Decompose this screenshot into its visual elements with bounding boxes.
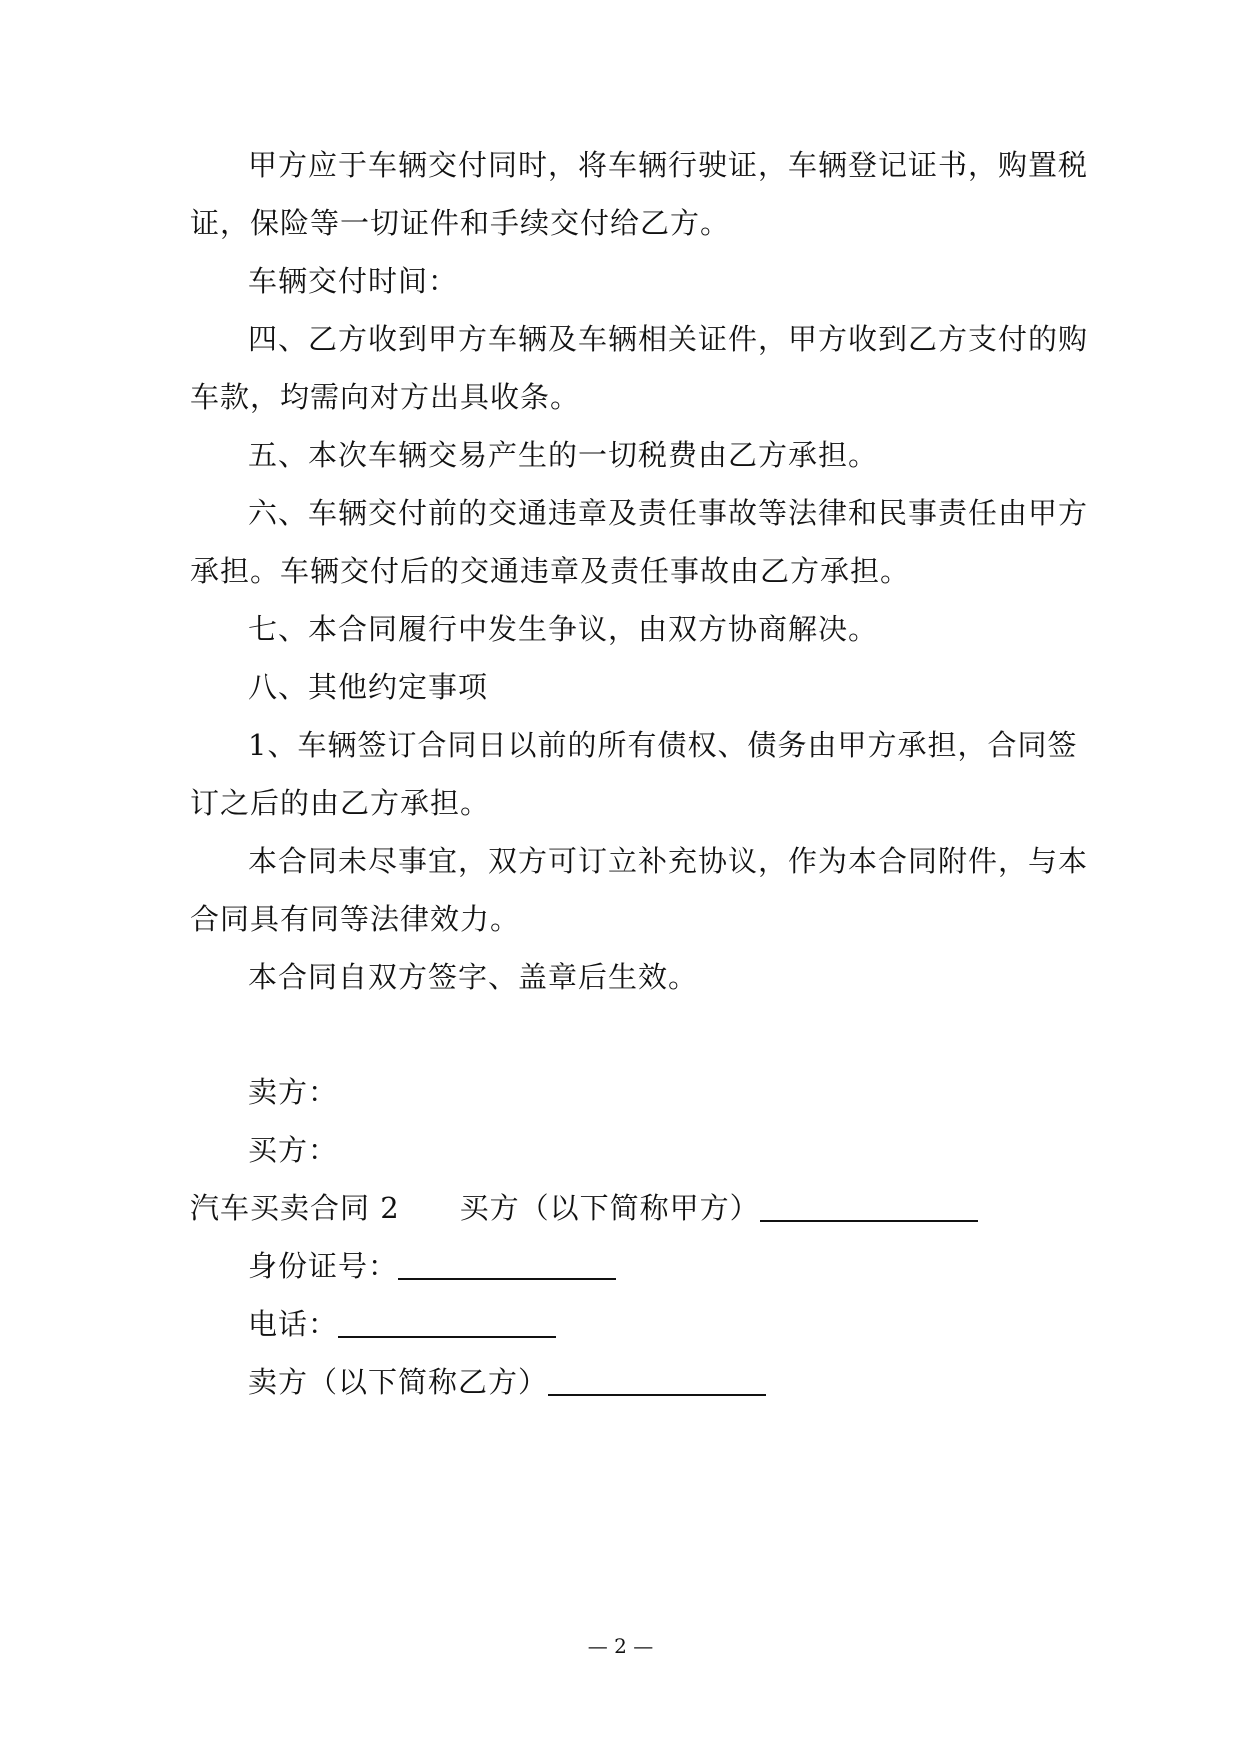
id-number-blank — [398, 1250, 616, 1280]
paragraph-line: 四、乙方收到甲方车辆及车辆相关证件，甲方收到乙方支付的购 — [248, 322, 1089, 356]
paragraph-line: 车辆交付时间： — [248, 264, 459, 298]
paragraph-line: 合同具有同等法律效力。 — [190, 902, 521, 936]
buyer-party-label: 买方（以下简称甲方） — [459, 1191, 760, 1225]
paragraph-line: 证，保险等一切证件和手续交付给乙方。 — [190, 206, 731, 240]
buyer-name-blank — [760, 1192, 978, 1222]
phone-label: 电话： — [248, 1307, 339, 1341]
seller-signature-label: 卖方： — [248, 1075, 339, 1109]
paragraph-line: 六、车辆交付前的交通违章及责任事故等法律和民事责任由甲方 — [248, 496, 1089, 530]
paragraph-line: 车款，均需向对方出具收条。 — [190, 380, 581, 414]
contract2-title: 汽车买卖合同 2 — [190, 1191, 400, 1225]
paragraph-line: 五、本次车辆交易产生的一切税费由乙方承担。 — [248, 438, 879, 472]
seller-name-blank — [548, 1366, 766, 1396]
buyer-signature-label: 买方： — [248, 1133, 339, 1167]
paragraph-line: 1、车辆签订合同日以前的所有债权、债务由甲方承担，合同签 — [248, 728, 1078, 762]
seller-party-label: 卖方（以下简称乙方） — [248, 1365, 549, 1399]
paragraph-line: 本合同未尽事宜，双方可订立补充协议，作为本合同附件，与本 — [248, 844, 1089, 878]
phone-line — [248, 1304, 1128, 1344]
id-number-label: 身份证号： — [248, 1249, 399, 1283]
paragraph-line: 本合同自双方签字、盖章后生效。 — [248, 960, 699, 994]
page-number: — 2 — — [587, 1634, 654, 1658]
paragraph-line: 七、本合同履行中发生争议，由双方协商解决。 — [248, 612, 879, 646]
paragraph-line: 八、其他约定事项 — [248, 670, 489, 704]
seller-party-line — [248, 1362, 1128, 1402]
paragraph-line: 承担。车辆交付后的交通违章及责任事故由乙方承担。 — [190, 554, 911, 588]
id-number-line — [248, 1246, 1128, 1286]
paragraph-line: 订之后的由乙方承担。 — [190, 786, 491, 820]
paragraph-line: 甲方应于车辆交付同时，将车辆行驶证，车辆登记证书，购置税 — [248, 148, 1089, 182]
contract2-heading-line — [190, 1188, 1070, 1228]
phone-blank — [338, 1308, 556, 1338]
